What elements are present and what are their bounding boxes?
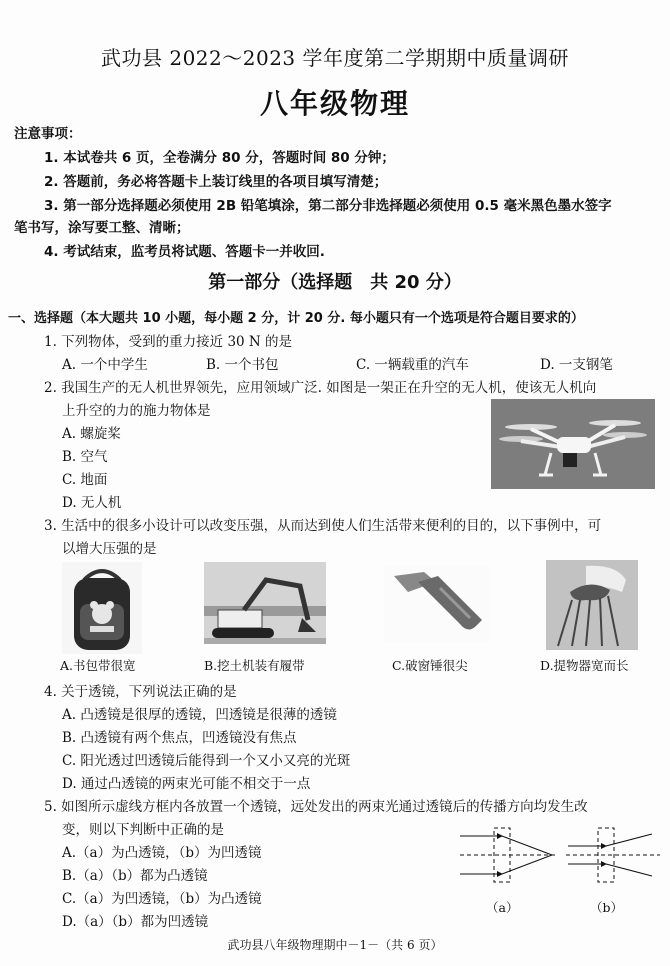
lens-label-b: （b） xyxy=(590,900,624,915)
exam-title: 八年级物理 xyxy=(259,87,410,120)
excavator-image xyxy=(204,562,326,644)
lens-diagram xyxy=(456,814,662,896)
q5-stem-line1: 5. 如图所示虚线方框内各放置一个透镜，远处发出的两束光通过透镜后的传播方向均发生改 xyxy=(44,799,588,815)
notice-item-1: 1. 本试卷共 6 页，全卷满分 80 分，答题时间 80 分钟； xyxy=(44,150,395,166)
notice-item-2: 2. 答题前，务必将答题卡上装订线里的各项目填写清楚； xyxy=(44,174,388,190)
q1-stem: 1. 下列物体，受到的重力接近 30 N 的是 xyxy=(44,334,293,350)
q1-option-b: B. 一个书包 xyxy=(206,357,279,373)
q3-stem-line1: 3. 生活中的很多小设计可以改变压强，从而达到使人们生活带来便利的目的，以下事例中，可 xyxy=(44,518,602,534)
notice-item-3-cont: 笔书写，涂写要工整、清晰； xyxy=(14,220,190,236)
q2-stem-line1: 2. 我国生产的无人机世界领先，应用领域广泛. 如图是一架正在升空的无人机，使该无人机向 xyxy=(44,380,597,396)
hammer-image xyxy=(384,566,490,642)
q3-caption-c: C.破窗锤很尖 xyxy=(392,658,468,673)
backpack-image xyxy=(62,562,142,654)
part-intro: 一、选择题（本大题共 10 小题，每小题 2 分，计 20 分. 每小题只有一个选项是符合题目要求的） xyxy=(8,311,584,326)
notice-item-4: 4. 考试结束，监考员将试题、答题卡一并收回. xyxy=(44,244,325,260)
q3-caption-a: A.书包带很宽 xyxy=(60,658,136,673)
notice-heading: 注意事项： xyxy=(14,126,82,142)
lens-label-a: （a） xyxy=(486,900,519,915)
q4-option-b: B. 凸透镜有两个焦点，凹透镜没有焦点 xyxy=(62,730,297,746)
q2-option-b: B. 空气 xyxy=(62,449,108,465)
q5-option-b: B.（a）（b）都为凸透镜 xyxy=(62,868,208,884)
q5-option-c: C.（a）为凹透镜，（b）为凸透镜 xyxy=(62,891,262,907)
q2-option-d: D. 无人机 xyxy=(62,495,122,511)
q5-stem-line2: 变，则以下判断中正确的是 xyxy=(62,822,224,838)
q4-option-c: C. 阳光透过凹透镜后能得到一个又小又亮的光斑 xyxy=(62,753,351,769)
q1-option-a: A. 一个中学生 xyxy=(62,357,148,373)
q2-option-c: C. 地面 xyxy=(62,472,108,488)
q3-stem-line2: 以增大压强的是 xyxy=(62,541,157,557)
q4-option-d: D. 通过凸透镜的两束光可能不相交于一点 xyxy=(62,776,311,792)
notice-item-3: 3. 第一部分选择题必须使用 2B 铅笔填涂，第二部分非选择题必须使用 0.5 毫米黑色墨水签字 xyxy=(44,198,612,214)
q2-stem-line2: 上升空的力的施力物体是 xyxy=(62,403,211,419)
q5-option-a: A.（a）为凸透镜，（b）为凹透镜 xyxy=(62,845,262,861)
q1-option-d: D. 一支钢笔 xyxy=(540,357,613,373)
section-title: 第一部分（选择题 共 20 分） xyxy=(208,272,462,293)
page-footer: 武功县八年级物理期中－1－（共 6 页） xyxy=(227,938,443,952)
q2-option-a: A. 螺旋桨 xyxy=(62,426,121,442)
lens-diagram-a xyxy=(460,828,556,882)
exam-header: 武功县 2022～2023 学年度第二学期期中质量调研 xyxy=(100,46,569,70)
q5-option-d: D.（a）（b）都为凹透镜 xyxy=(62,914,209,930)
q4-option-a: A. 凸透镜是很厚的透镜，凹透镜是很薄的透镜 xyxy=(62,707,337,723)
drone-image xyxy=(491,399,655,489)
q1-option-c: C. 一辆载重的汽车 xyxy=(356,357,469,373)
q3-caption-b: B.挖土机装有履带 xyxy=(204,658,305,673)
q4-stem: 4. 关于透镜，下列说法正确的是 xyxy=(44,684,237,700)
q3-caption-d: D.提物器宽而长 xyxy=(540,658,629,673)
lens-diagram-b xyxy=(566,828,660,882)
carrier-image xyxy=(546,560,638,650)
